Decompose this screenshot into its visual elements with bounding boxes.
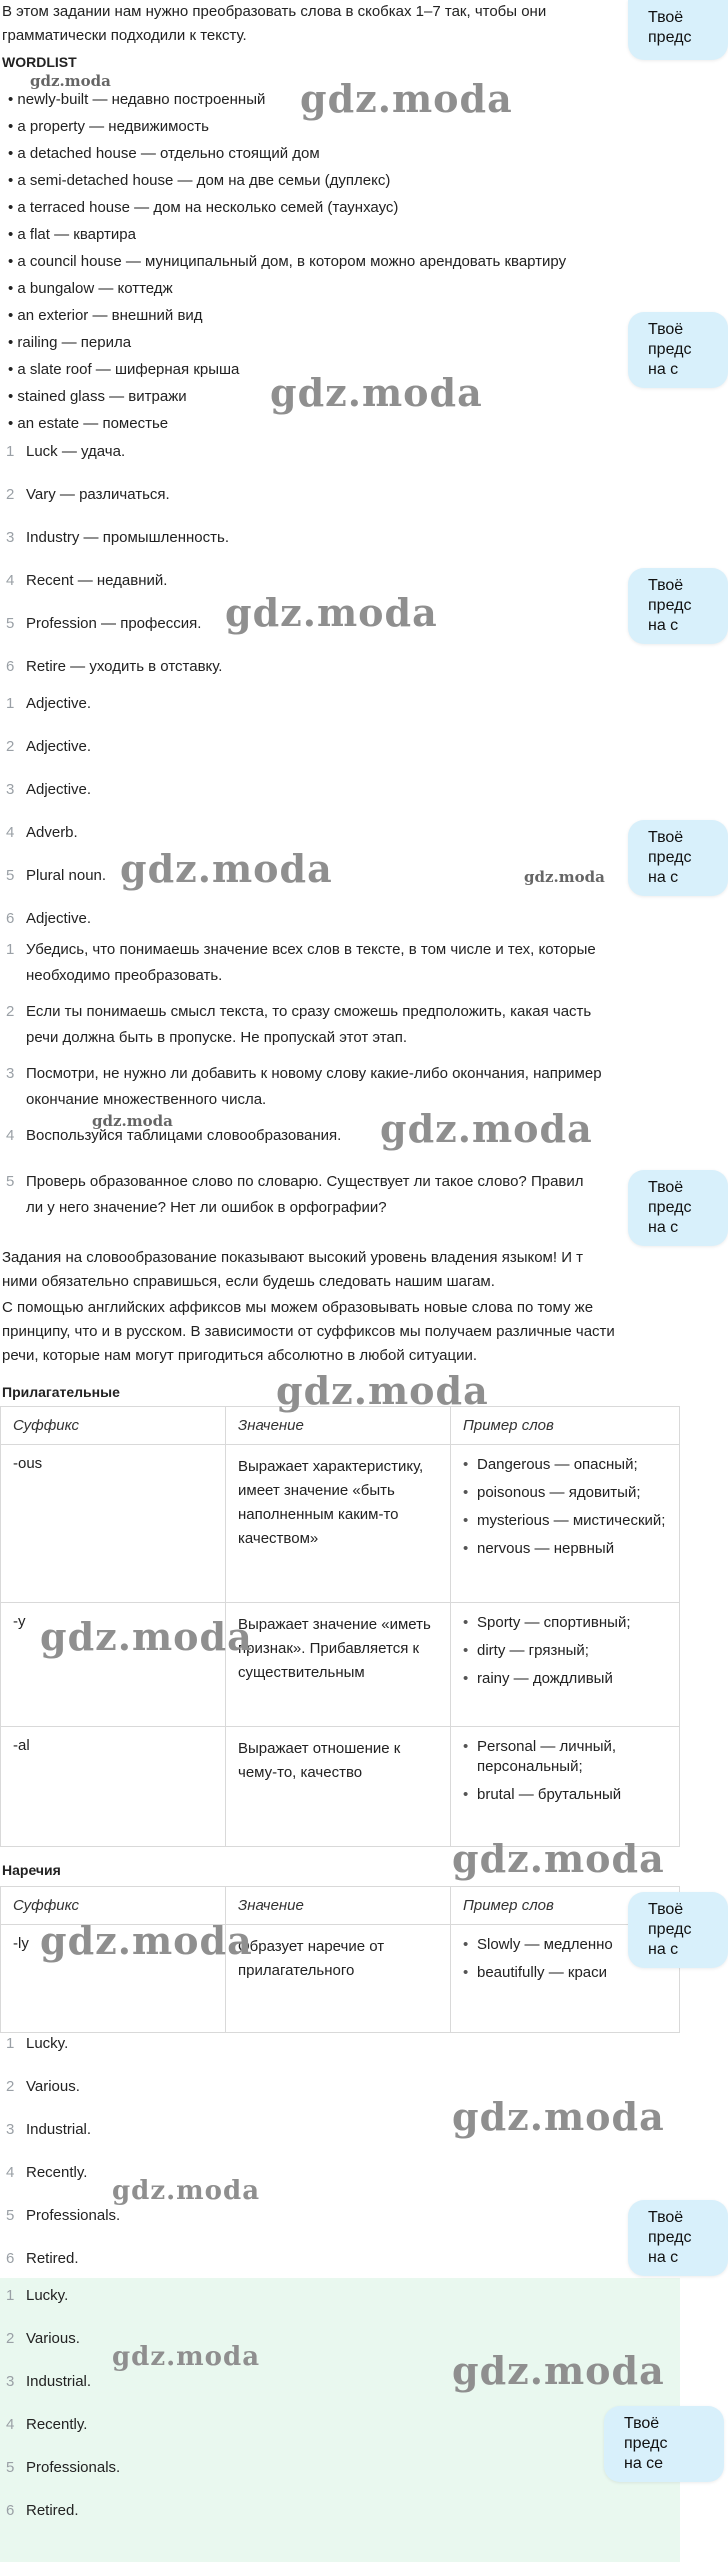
item-text: Воспользуйся таблицами словообразования.	[26, 1127, 342, 1144]
final-answer-item	[6, 2501, 79, 2521]
answer-item	[6, 2034, 68, 2054]
wordlist-item: • a semi-detached house — дом на две семьи (дуплекс)	[8, 172, 391, 189]
translation-item	[6, 528, 229, 548]
meaning-cell: Выражает значение «иметь признак». Прибавляется к существительным	[226, 1603, 451, 1727]
final-answer-item	[6, 2415, 87, 2435]
item-number: 1	[6, 941, 15, 958]
wordlist-item: • a detached house — отдельно стоящий дом	[8, 145, 320, 162]
item-text: Проверь образованное слово по словарю. Существует ли такое слово? Правил	[26, 1173, 584, 1190]
wordlist-item: • a flat — квартира	[8, 226, 136, 243]
item-number: 5	[6, 867, 15, 884]
item-number: 3	[6, 2121, 15, 2138]
intro-line-1: В этом задании нам нужно преобразовать слова в скобках 1–7 так, чтобы они	[2, 3, 547, 20]
item-number: 5	[6, 615, 15, 632]
col-meaning: Значение	[226, 1407, 451, 1445]
wordlist-item: • a bungalow — коттедж	[8, 280, 173, 297]
promo-text: предс	[648, 1199, 692, 1216]
item-number: 6	[6, 658, 15, 675]
item-text: Industry — промышленность.	[26, 529, 229, 546]
wordlist-title: WORDLIST	[2, 54, 77, 70]
item-text: Industrial.	[26, 2121, 92, 2138]
watermark-small: gdz.moda	[92, 1112, 173, 1130]
item-number: 3	[6, 781, 15, 798]
wordlist-item: • newly-built — недавно построенный	[8, 91, 266, 108]
translation-item	[6, 614, 201, 634]
watermark: gdz.moda	[40, 1918, 253, 1963]
answer-item	[6, 2163, 87, 2183]
example-item: • brutal — брутальный	[463, 1785, 667, 1805]
info-line: принципу, что и в русском. В зависимости от суффиксов мы получаем различные части	[2, 1323, 615, 1340]
item-text: Retire — уходить в отставку.	[26, 658, 223, 675]
wordlist-item: • an exterior — внешний вид	[8, 307, 203, 324]
example-item: • poisonous — ядовитый;	[463, 1483, 667, 1503]
examples-cell	[451, 1727, 680, 1847]
promo-bubble[interactable]	[604, 2406, 724, 2482]
example-item: • Dangerous — опасный;	[463, 1455, 667, 1475]
watermark: gdz.moda	[380, 1106, 593, 1151]
col-suffix: Суффикс	[1, 1407, 226, 1445]
item-text: Adjective.	[26, 910, 92, 927]
item-text: Plural noun.	[26, 867, 107, 884]
item-text: Professionals.	[26, 2459, 121, 2476]
answer-item	[6, 2077, 80, 2097]
info-line: речи, которые нам могут пригодиться абсолютно в любой ситуации.	[2, 1347, 478, 1364]
intro-line-2: грамматически подходили к тексту.	[2, 27, 247, 44]
promo-text: Твоё	[648, 321, 684, 338]
answer-item	[6, 2120, 91, 2140]
promo-bubble[interactable]	[628, 1170, 728, 1246]
wordlist-item: • a slate roof — шиферная крыша	[8, 361, 240, 378]
item-number: 2	[6, 1003, 15, 1020]
item-text: Adjective.	[26, 781, 92, 798]
step-item	[6, 1126, 341, 1146]
item-text: Lucky.	[26, 2035, 69, 2052]
meaning-cell: Образует наречие от прилагательного	[226, 1925, 451, 2033]
item-text: Recent — недавний.	[26, 572, 168, 589]
item-number: 3	[6, 1065, 15, 1082]
part-of-speech-item	[6, 780, 91, 800]
final-answer-item	[6, 2372, 91, 2392]
watermark: gdz.moda	[452, 2348, 665, 2393]
col-suffix: Суффикс	[1, 1887, 226, 1925]
final-answer-item	[6, 2286, 68, 2306]
item-text: Если ты понимаешь смысл текста, то сразу сможешь предположить, какая часть	[26, 1003, 592, 1020]
adverbs-title: Наречия	[2, 1862, 61, 1878]
item-number: 1	[6, 443, 15, 460]
promo-text: предс	[624, 2435, 668, 2452]
translation-item	[6, 485, 170, 505]
promo-bubble-top[interactable]	[628, 0, 728, 60]
item-number: 3	[6, 2373, 15, 2390]
wordlist-item: • an estate — поместье	[8, 415, 169, 432]
watermark: gdz.moda	[225, 590, 438, 635]
item-number: 4	[6, 2416, 15, 2433]
item-text: Adverb.	[26, 824, 78, 841]
promo-text: на с	[648, 617, 679, 634]
example-item: • Sporty — спортивный;	[463, 1613, 667, 1633]
part-of-speech-item	[6, 694, 91, 714]
suffix-cell: -y	[1, 1603, 226, 1727]
watermark: gdz.moda	[40, 1614, 253, 1659]
item-text: Lucky.	[26, 2287, 69, 2304]
item-number: 1	[6, 2035, 15, 2052]
watermark-small: gdz.moda	[524, 868, 605, 886]
item-number: 2	[6, 2078, 15, 2095]
watermark: gdz.moda	[112, 2342, 261, 2372]
step-item	[6, 1172, 584, 1192]
item-text: Luck — удача.	[26, 443, 126, 460]
part-of-speech-item	[6, 823, 78, 843]
item-text: Professionals.	[26, 2207, 121, 2224]
meaning-cell: Выражает отношение к чему-то, качество	[226, 1727, 451, 1847]
item-number: 6	[6, 2502, 15, 2519]
item-text: Various.	[26, 2330, 80, 2347]
promo-bubble[interactable]	[628, 568, 728, 644]
watermark: gdz.moda	[112, 2176, 261, 2206]
translation-item	[6, 442, 125, 462]
watermark: gdz.moda	[270, 370, 483, 415]
item-number: 6	[6, 910, 15, 927]
watermark: gdz.moda	[276, 1368, 489, 1413]
item-number: 2	[6, 738, 15, 755]
info-line: С помощью английских аффиксов мы можем образовывать новые слова по тому же	[2, 1299, 594, 1316]
item-number: 5	[6, 2459, 15, 2476]
item-text: Vary — различаться.	[26, 486, 170, 503]
item-number: 1	[6, 695, 15, 712]
item-text: Retired.	[26, 2250, 79, 2267]
item-number: 2	[6, 2330, 15, 2347]
step-item-cont: ли у него значение? Нет ли ошибок в орфографии?	[26, 1199, 387, 1216]
watermark: gdz.moda	[300, 76, 513, 121]
info-line: ними обязательно справишься, если будешь следовать нашим шагам.	[2, 1273, 495, 1290]
promo-text: Твоё	[648, 2209, 684, 2226]
item-number: 4	[6, 572, 15, 589]
promo-text: предс	[648, 29, 692, 46]
step-item	[6, 1064, 602, 1084]
promo-text: Твоё	[648, 1179, 684, 1196]
item-text: Recently.	[26, 2164, 88, 2181]
watermark: gdz.moda	[120, 846, 333, 891]
example-item: • mysterious — мистический;	[463, 1511, 667, 1531]
final-answer-item	[6, 2458, 120, 2478]
promo-bubble[interactable]	[628, 1892, 728, 1968]
item-text: Profession — профессия.	[26, 615, 202, 632]
item-number: 4	[6, 824, 15, 841]
promo-text: Твоё	[648, 829, 684, 846]
watermark-small: gdz.moda	[30, 72, 111, 90]
promo-bubble[interactable]	[628, 312, 728, 388]
example-item: • Slowly — медленно	[463, 1935, 667, 1955]
final-answer-panel	[0, 2278, 680, 2562]
promo-text: предс	[648, 1921, 692, 1938]
watermark: gdz.moda	[452, 2094, 665, 2139]
item-text: Убедись, что понимаешь значение всех слов в тексте, в том числе и тех, которые	[26, 941, 596, 958]
example-item: • nervous — нервный	[463, 1539, 667, 1559]
promo-text: на се	[624, 2455, 664, 2472]
suffix-cell: -al	[1, 1727, 226, 1847]
wordlist-item: • railing — перила	[8, 334, 132, 351]
adjectives-title: Прилагательные	[2, 1384, 120, 1400]
promo-text: Твоё	[624, 2415, 660, 2432]
promo-text: на с	[648, 2249, 679, 2266]
col-meaning: Значение	[226, 1887, 451, 1925]
item-number: 5	[6, 2207, 15, 2224]
item-number: 5	[6, 1173, 15, 1190]
item-text: Retired.	[26, 2502, 79, 2519]
col-examples: Пример слов	[451, 1407, 680, 1445]
suffix-cell: -ous	[1, 1445, 226, 1603]
promo-bubble[interactable]	[628, 2200, 728, 2276]
step-item-cont: речи должна быть в пропуске. Не пропускай этот этап.	[26, 1029, 408, 1046]
part-of-speech-item	[6, 866, 106, 886]
item-number: 4	[6, 2164, 15, 2181]
table-row	[1, 1727, 680, 1847]
example-item: • dirty — грязный;	[463, 1641, 667, 1661]
examples-cell	[451, 1603, 680, 1727]
info-line: Задания на словообразование показывают высокий уровень владения языком! И т	[2, 1249, 584, 1266]
translation-item	[6, 657, 222, 677]
part-of-speech-item	[6, 909, 91, 929]
wordlist-item: • a property — недвижимость	[8, 118, 209, 135]
example-item: • rainy — дождливый	[463, 1669, 667, 1689]
part-of-speech-item	[6, 737, 91, 757]
step-item-cont: необходимо преобразовать.	[26, 967, 223, 984]
answer-item	[6, 2249, 79, 2269]
promo-text: предс	[648, 2229, 692, 2246]
item-number: 6	[6, 2250, 15, 2267]
watermark: gdz.moda	[452, 1836, 665, 1881]
promo-text: предс	[648, 597, 692, 614]
promo-text: Твоё	[648, 9, 684, 26]
item-text: Adjective.	[26, 695, 92, 712]
promo-text: предс	[648, 849, 692, 866]
examples-cell	[451, 1445, 680, 1603]
item-text: Recently.	[26, 2416, 88, 2433]
table-row	[1, 1445, 680, 1603]
item-text: Industrial.	[26, 2373, 92, 2390]
example-item: • beautifully — краси	[463, 1963, 667, 1983]
meaning-cell: Выражает характеристику, имеет значение «быть наполненным каким-то качеством»	[226, 1445, 451, 1603]
item-text: Adjective.	[26, 738, 92, 755]
final-answer-item	[6, 2329, 80, 2349]
promo-text: Твоё	[648, 1901, 684, 1918]
step-item-cont: окончание множественного числа.	[26, 1091, 267, 1108]
promo-text: предс	[648, 341, 692, 358]
wordlist-item: • a council house — муниципальный дом, в котором можно арендовать квартиру	[8, 253, 567, 270]
item-number: 4	[6, 1127, 15, 1144]
promo-text: на с	[648, 1219, 679, 1236]
wordlist-item: • a terraced house — дом на несколько семей (таунхаус)	[8, 199, 399, 216]
item-number: 3	[6, 529, 15, 546]
answer-item	[6, 2206, 120, 2226]
step-item	[6, 1002, 591, 1022]
promo-text: Твоё	[648, 577, 684, 594]
item-number: 1	[6, 2287, 15, 2304]
suffix-cell: -ly	[1, 1925, 226, 2033]
item-text: Посмотри, не нужно ли добавить к новому слову какие-либо окончания, например	[26, 1065, 602, 1082]
promo-text: на с	[648, 869, 679, 886]
item-text: Various.	[26, 2078, 80, 2095]
example-item: • Personal — личный, персональный;	[463, 1737, 667, 1777]
col-examples: Пример слов	[451, 1887, 680, 1925]
step-item	[6, 940, 596, 960]
item-number: 2	[6, 486, 15, 503]
promo-bubble[interactable]	[628, 820, 728, 896]
promo-text: на с	[648, 1941, 679, 1958]
wordlist-item: • stained glass — витражи	[8, 388, 187, 405]
translation-item	[6, 571, 167, 591]
promo-text: на с	[648, 361, 679, 378]
